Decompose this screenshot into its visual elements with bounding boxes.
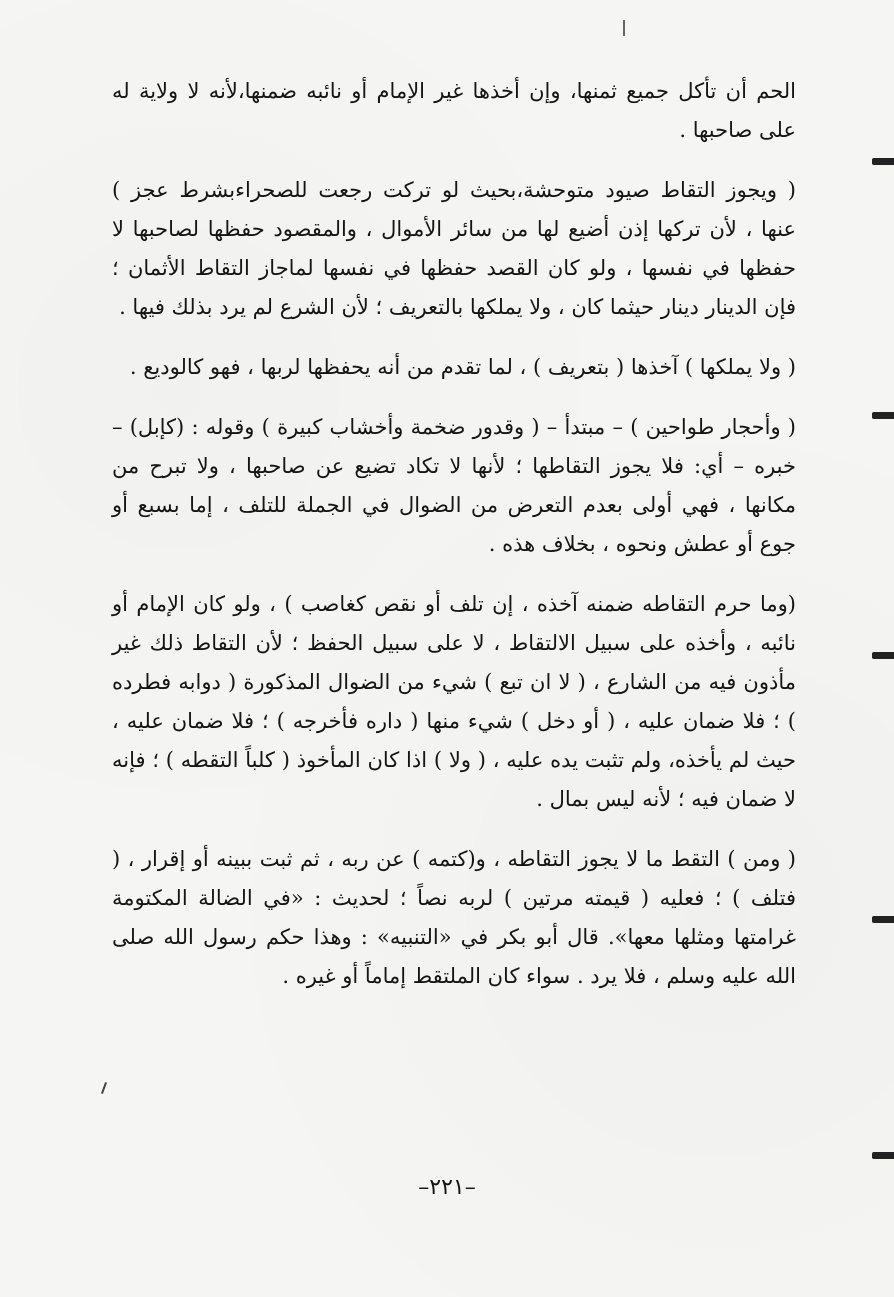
margin-tab-mark <box>872 916 894 923</box>
paragraph-text: (وما حرم التقاطه ضمنه آخذه ، إن تلف أو نقص كغاصب ) ، ولو كان الإمام أو نائبه ، وأخذه على سبيل الالتقاط ، لا على سبيل الحفظ ؛ لأن التقاط ذلك غير مأذون فيه من الشارع ، ( لا ان تبع ) شيء من الضوال المذكورة ( دوابه فطرده ) ؛ فلا ضمان عليه ، ( أو دخل ) شيء منها ( داره فأخرجه ) ؛ فلا ضمان عليه ، حيث لم يأخذه، ولم تثبت يده عليه ، ( ولا ) اذا كان المأخوذ ( كلباً التقطه ) ؛ فإنه لا ضمان فيه ؛ لأنه ليس بمال . <box>112 592 796 811</box>
margin-tab-mark <box>872 412 894 419</box>
paragraph-text: ( ولا يملكها ) آخذها ( بتعريف ) ، لما تقدم من أنه يحفظها لربها ، فهو كالوديع . <box>129 355 796 379</box>
paragraph <box>112 171 796 327</box>
paragraph-text: ( ويجوز التقاط صيود متوحشة،بحيث لو تركت رجعت للصحراءبشرط عجز ) عنها ، لأن تركها إذن أضيع لها من سائر الأموال ، والمقصود حفظها لصاحبها لا حفظها في نفسها ، ولو كان القصد حفظها في نفسها لماجاز التقاط الأثمان ؛ فإن الدينار دينار حيثما كان ، ولا يملكها بالتعريف ؛ لأن الشرع لم يرد بذلك فيها . <box>112 178 796 319</box>
margin-tab-mark <box>872 1152 894 1159</box>
paragraph-text: ( ومن ) التقط ما لا يجوز التقاطه ، و(كتمه ) عن ربه ، ثم ثبت ببينه أو إقرار ، ( فتلف ) ؛ فعليه ( قيمته مرتين ) لربه نصاً ؛ لحديث : «في الضالة المكتومة غرامتها ومثلها معها». قال أبو بكر في «التنبيه» : وهذا حكم رسول الله صلى الله عليه وسلم ، فلا يرد . سواء كان الملتقط إماماً أو غيره . <box>112 847 796 988</box>
ink-stroke-mark <box>623 20 625 36</box>
page-number: –٢٢١– <box>418 1175 476 1200</box>
margin-tab-mark <box>872 652 894 659</box>
ink-stroke-mark <box>101 1082 107 1094</box>
paragraph <box>112 408 796 564</box>
paragraph-text: ( وأحجار طواحين ) – مبتدأ – ( وقدور ضخمة وأخشاب كبيرة ) وقوله : (كإبل) – خبره – أي: فلا يجوز التقاطها ؛ لأنها لا تكاد تضيع عن صاحبها ، ولا تبرح من مكانها ، فهي أولى بعدم التعرض من الضوال في الجملة للتلف ، إما بسبع أو جوع أو عطش ونحوه ، بخلاف هذه . <box>112 415 796 556</box>
paragraph <box>112 348 796 387</box>
body-text <box>112 72 796 1017</box>
paragraph <box>112 72 796 150</box>
paragraph-text: الحم أن تأكل جميع ثمنها، وإن أخذها غير الإمام أو نائبه ضمنها،لأنه لا ولاية له على صاحبها . <box>112 79 796 142</box>
paragraph <box>112 585 796 819</box>
paragraph <box>112 840 796 996</box>
margin-tab-mark <box>872 158 894 165</box>
